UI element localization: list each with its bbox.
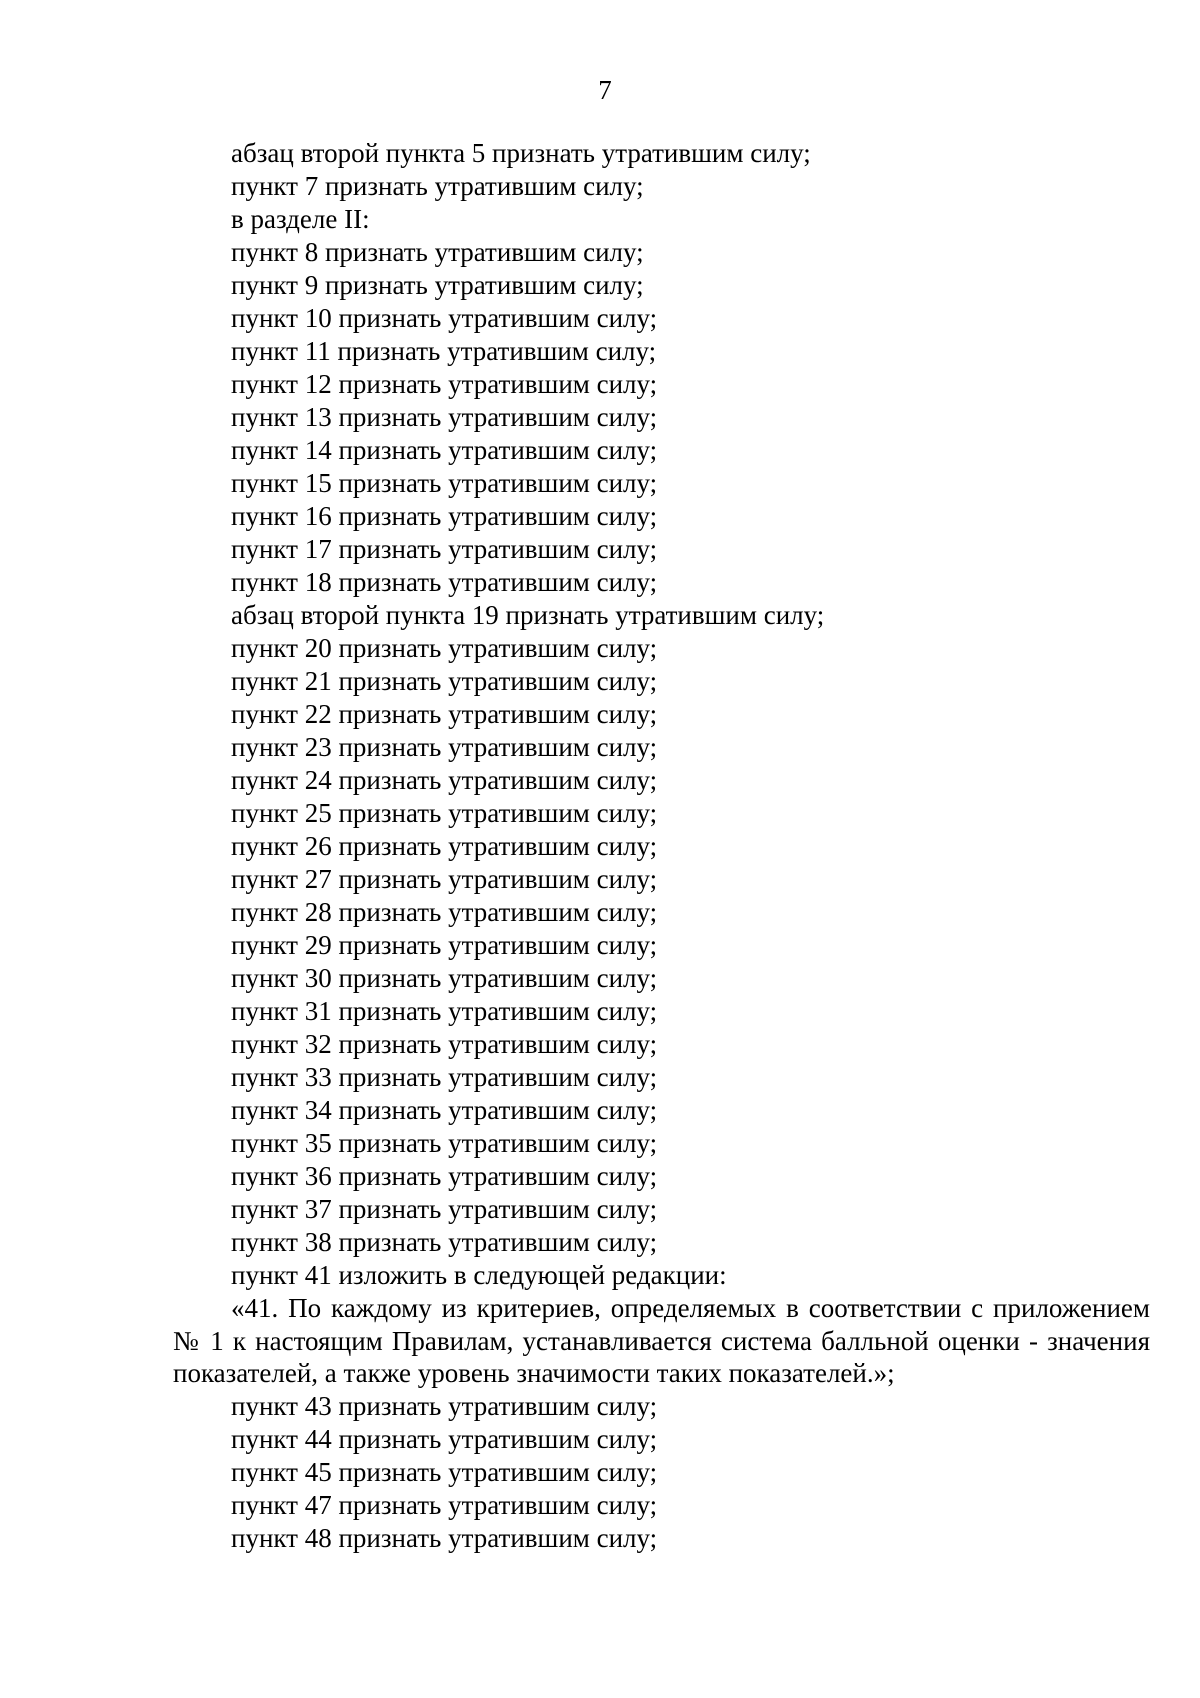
amendment-line: пункт 14 признать утратившим силу;: [231, 435, 658, 465]
amendment-line: пункт 16 признать утратившим силу;: [231, 501, 658, 531]
amendment-line: пункт 37 признать утратившим силу;: [231, 1194, 658, 1224]
amendment-line: пункт 33 признать утратившим силу;: [231, 1062, 658, 1092]
amendment-line: пункт 26 признать утратившим силу;: [231, 831, 658, 861]
amendment-line: пункт 21 признать утратившим силу;: [231, 666, 658, 696]
amendment-line: пункт 29 признать утратившим силу;: [231, 930, 658, 960]
amendment-line: абзац второй пункта 19 признать утратившим силу;: [231, 600, 825, 630]
amendment-line: пункт 25 признать утратившим силу;: [231, 798, 658, 828]
document-body: [0, 137, 1200, 1555]
amendment-line: пункт 15 признать утратившим силу;: [231, 468, 658, 498]
amendment-line: пункт 47 признать утратившим силу;: [231, 1489, 658, 1520]
amendment-line: пункт 18 признать утратившим силу;: [231, 567, 658, 597]
amendment-line: пункт 28 признать утратившим силу;: [231, 897, 658, 927]
amendment-line: пункт 27 признать утратившим силу;: [231, 864, 658, 894]
amendment-line: пункт 43 признать утратившим силу;: [231, 1390, 658, 1421]
amendment-line: пункт 20 признать утратившим силу;: [231, 633, 658, 663]
amendment-line: пункт 48 признать утратившим силу;: [231, 1522, 658, 1553]
amendment-line: пункт 8 признать утратившим силу;: [231, 237, 644, 267]
amendment-line: пункт 38 признать утратившим силу;: [231, 1227, 658, 1257]
page-number: 7: [598, 75, 612, 105]
amendment-line: пункт 34 признать утратившим силу;: [231, 1095, 658, 1125]
amendment-list-continued: [0, 1390, 1200, 1555]
amendment-line: пункт 13 признать утратившим силу;: [231, 402, 658, 432]
amendment-line: пункт 36 признать утратившим силу;: [231, 1161, 658, 1191]
amendment-line: пункт 11 признать утратившим силу;: [231, 336, 657, 366]
quoted-paragraph: «41. По каждому из критериев, определяемых в соответствии с приложением № 1 к настоящим Правилам, устанавливается система балльной оценки - значения показателей, а также уровень значимости таких показателей.»;: [173, 1293, 1150, 1388]
amendment-line: пункт 10 признать утратившим силу;: [231, 303, 658, 333]
amendment-line: пункт 44 признать утратившим силу;: [231, 1423, 658, 1454]
amendment-line: пункт 17 признать утратившим силу;: [231, 534, 658, 564]
amendment-line: пункт 31 признать утратившим силу;: [231, 996, 658, 1026]
amendment-line: пункт 23 признать утратившим силу;: [231, 732, 658, 762]
amendment-line: пункт 41 изложить в следующей редакции:: [231, 1260, 727, 1290]
amendment-line: пункт 32 признать утратившим силу;: [231, 1029, 658, 1059]
amendment-line: пункт 7 признать утратившим силу;: [231, 171, 644, 201]
amendment-line: пункт 30 признать утратившим силу;: [231, 963, 658, 993]
amendment-line: пункт 9 признать утратившим силу;: [231, 270, 644, 300]
amendment-list: [0, 137, 1200, 1292]
amendment-line: пункт 22 признать утратившим силу;: [231, 699, 658, 729]
amendment-line: пункт 24 признать утратившим силу;: [231, 765, 658, 795]
amendment-line: пункт 35 признать утратившим силу;: [231, 1128, 658, 1158]
amendment-line: в разделе II:: [231, 204, 370, 234]
amendment-line: пункт 45 признать утратившим силу;: [231, 1456, 658, 1487]
amendment-line: абзац второй пункта 5 признать утратившим силу;: [231, 138, 811, 168]
amendment-line: пункт 12 признать утратившим силу;: [231, 369, 658, 399]
